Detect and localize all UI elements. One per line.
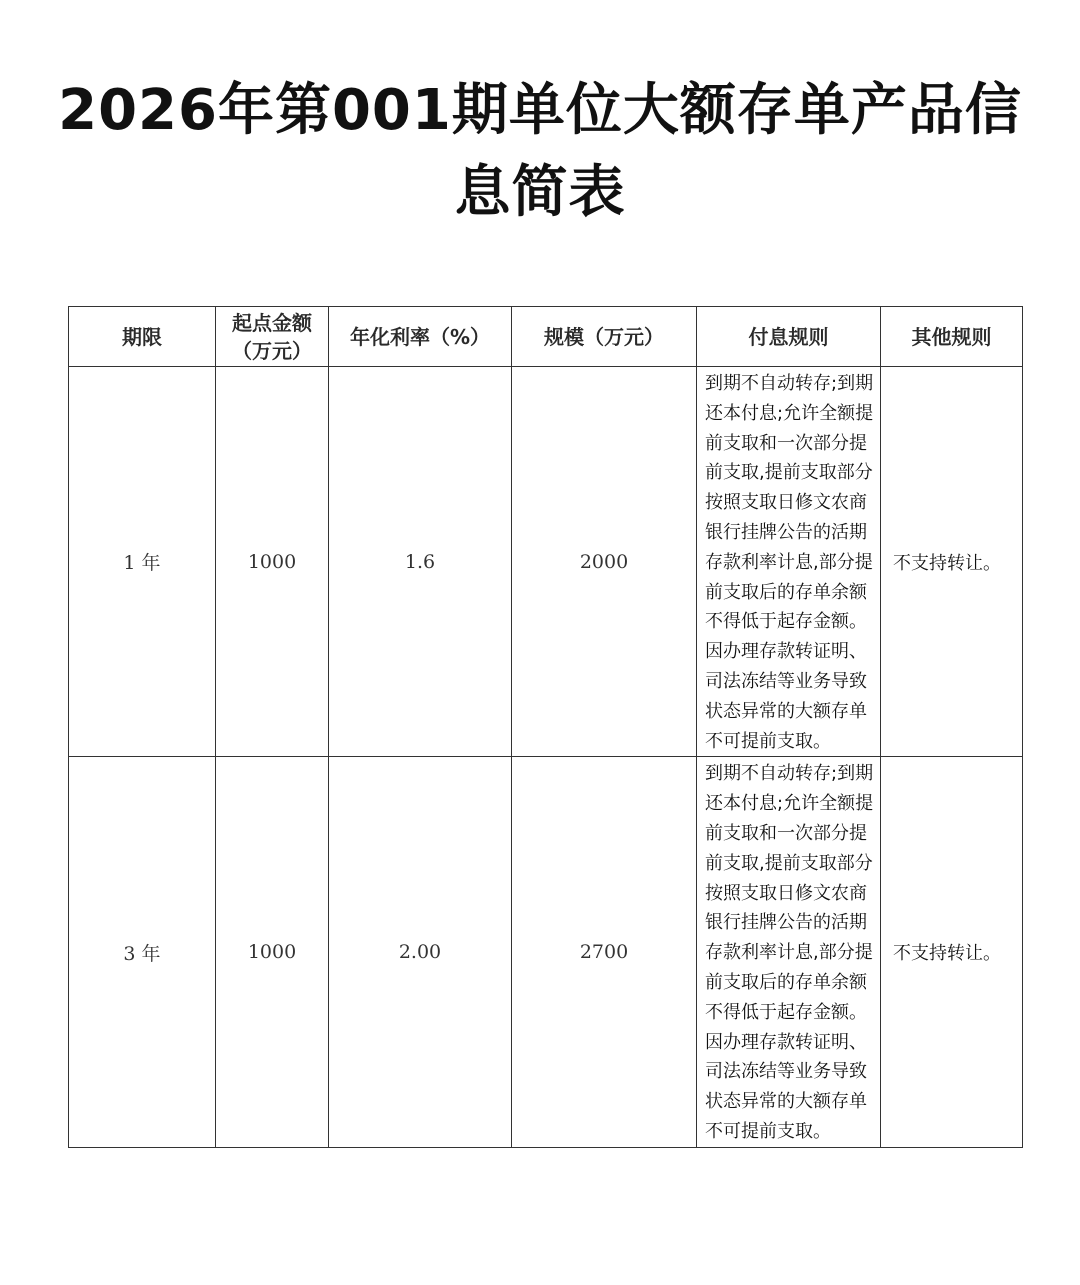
header-term: 期限	[69, 307, 216, 367]
table-row	[69, 757, 1023, 1147]
header-rate: 年化利率（%）	[329, 307, 512, 367]
header-interest-rule: 付息规则	[697, 307, 881, 367]
header-min-amount-line-2: （万元）	[232, 338, 312, 363]
document-title	[40, 70, 1040, 234]
cell-other-rule: 不支持转让。	[881, 367, 1023, 757]
table-row	[69, 367, 1023, 757]
cell-scale: 2000	[512, 367, 697, 757]
table-header-row	[69, 307, 1023, 367]
header-min-amount	[216, 307, 329, 367]
cell-rate: 1.6	[329, 367, 512, 757]
header-scale: 规模（万元）	[512, 307, 697, 367]
cell-min-amount: 1000	[216, 757, 329, 1147]
cell-min-amount: 1000	[216, 367, 329, 757]
cell-interest-rule: 到期不自动转存;到期还本付息;允许全额提前支取和一次部分提前支取,提前支取部分按照支取日修文农商银行挂牌公告的活期存款利率计息,部分提前支取后的存单余额不得低于起存金额。因办理存款转证明、司法冻结等业务导致状态异常的大额存单不可提前支取。	[697, 757, 881, 1147]
cell-term: 3 年	[69, 757, 216, 1147]
header-min-amount-line-1: 起点金额	[232, 310, 312, 335]
cell-rate: 2.00	[329, 757, 512, 1147]
document-title-line-1: 2026年第001期单位大额存单产品信	[58, 78, 1022, 143]
cell-interest-rule: 到期不自动转存;到期还本付息;允许全额提前支取和一次部分提前支取,提前支取部分按照支取日修文农商银行挂牌公告的活期存款利率计息,部分提前支取后的存单余额不得低于起存金额。因办理存款转证明、司法冻结等业务导致状态异常的大额存单不可提前支取。	[697, 367, 881, 757]
cell-term: 1 年	[69, 367, 216, 757]
cell-scale: 2700	[512, 757, 697, 1147]
document-title-line-2: 息简表	[454, 160, 626, 225]
header-other-rule: 其他规则	[881, 307, 1023, 367]
product-info-table	[68, 306, 1023, 1148]
cell-other-rule: 不支持转让。	[881, 757, 1023, 1147]
